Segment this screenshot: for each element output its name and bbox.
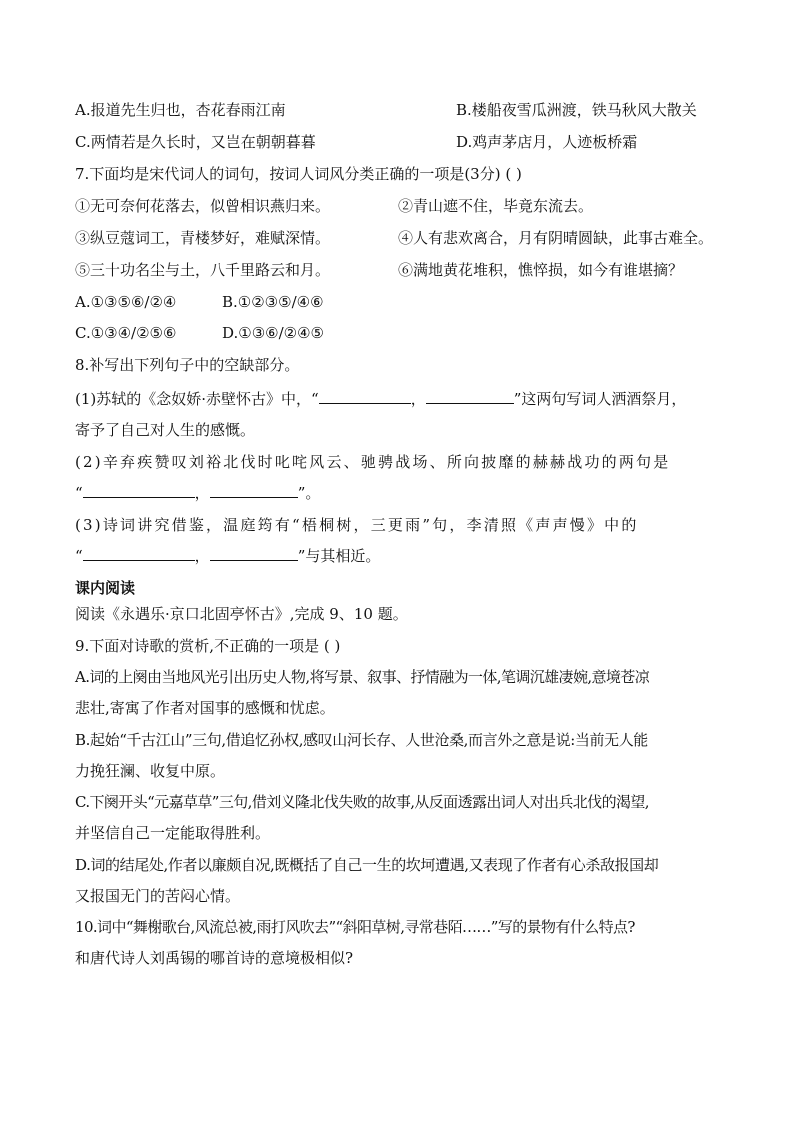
- q8-part-1-sep: ，: [410, 390, 426, 408]
- q7-option-c: C.①③④/②⑤⑥: [75, 324, 177, 342]
- q6-option-d: D.鸡声茅店月，人迹板桥霜: [456, 133, 638, 151]
- q9-option-b-cont: 力挽狂澜、收复中原。: [75, 762, 226, 780]
- q9-option-c: C.下阕开头“元嘉草草”三句,借刘义隆北伐失败的故事,从反面透露出词人对出兵北伐的渴望,: [75, 793, 649, 811]
- answer-blank[interactable]: [83, 483, 195, 498]
- q6-option-a: A.报道先生归也，杏花春雨江南: [75, 101, 286, 119]
- q7-option-b: B.①②③⑤/④⑥: [222, 293, 324, 311]
- q8-part-2: (2)辛弃疾赞叹刘裕北伐时叱咤风云、驰骋战场、所向披靡的赫赫战功的两句是: [75, 453, 671, 471]
- q6-option-b: B.楼船夜雪瓜洲渡，铁马秋风大散关: [456, 101, 697, 119]
- q9-option-c-cont: 并坚信自己一定能取得胜利。: [75, 824, 271, 842]
- q8-part-3-close: ”与其相近。: [297, 547, 381, 565]
- q8-part-2-blanks: [75, 483, 320, 503]
- q9-option-d-cont: 又报国无门的苦闷心情。: [75, 887, 241, 905]
- answer-blank[interactable]: [426, 389, 514, 404]
- q8-part-1-prefix: (1)苏轼的《念奴娇·赤壁怀古》中，“: [75, 390, 319, 408]
- q8-part-2-open: “: [75, 484, 83, 502]
- q7-stem: 7.下面均是宋代词人的词句，按词人词风分类正确的一项是(3分) ( ): [75, 165, 522, 183]
- q8-stem: 8.补写出下列句子中的空缺部分。: [75, 356, 300, 374]
- answer-blank[interactable]: [319, 389, 411, 404]
- q7-item-5: ⑤三十功名尘与土，八千里路云和月。: [75, 261, 331, 279]
- section-title: 课内阅读: [75, 579, 136, 597]
- q7-option-a: A.①③⑤⑥/②④: [75, 293, 177, 311]
- q8-part-2-sep: ，: [194, 484, 210, 502]
- q7-item-6: ⑥满地黄花堆积，憔悴损，如今有谁堪摘？: [398, 261, 684, 279]
- q9-stem: 9.下面对诗歌的赏析,不正确的一项是 ( ): [75, 637, 341, 655]
- q8-part-3-open: “: [75, 547, 83, 565]
- answer-blank[interactable]: [210, 483, 298, 498]
- q8-part-3-sep: ，: [194, 547, 210, 565]
- q7-item-2: ②青山遮不住，毕竟东流去。: [398, 197, 594, 215]
- q9-option-d: D.词的结尾处,作者以廉颇自况,既概括了自己一生的坎坷遭遇,又表现了作者有心杀敌报国却: [75, 856, 659, 874]
- section-instruction: 阅读《永遇乐·京口北固亭怀古》,完成 9、10 题。: [75, 605, 408, 623]
- q8-part-1: [75, 389, 686, 409]
- q8-part-3: (3)诗词讲究借鉴，温庭筠有“梧桐树，三更雨”句，李清照《声声慢》中的: [75, 516, 639, 534]
- q9-option-a-cont: 悲壮,寄寓了作者对国事的感慨和忧虑。: [75, 699, 335, 717]
- q9-option-a: A.词的上阕由当地风光引出历史人物,将写景、叙事、抒情融为一体,笔调沉雄凄婉,意境苍凉: [75, 668, 650, 686]
- q8-part-3-blanks: [75, 546, 380, 566]
- q6-option-c: C.两情若是久长时，又岂在朝朝暮暮: [75, 133, 316, 151]
- q7-option-d: D.①③⑥/②④⑤: [222, 324, 324, 342]
- answer-blank[interactable]: [83, 546, 195, 561]
- q9-option-b: B.起始“千古江山”三句,借追忆孙权,感叹山河长存、人世沧桑,而言外之意是说:当前无人能: [75, 731, 648, 749]
- q10-stem: 10.词中“舞榭歌台,风流总被,雨打风吹去”“斜阳草树,寻常巷陌……”写的景物有什么特点?: [75, 918, 635, 936]
- q10-stem-cont: 和唐代诗人刘禹锡的哪首诗的意境极相似?: [75, 949, 354, 967]
- answer-blank[interactable]: [210, 546, 298, 561]
- q7-item-4: ④人有悲欢离合，月有阴晴圆缺，此事古难全。: [398, 229, 714, 247]
- q8-part-1-cont: 寄予了自己对人生的感慨。: [75, 421, 256, 439]
- q7-item-1: ①无可奈何花落去，似曾相识燕归来。: [75, 197, 331, 215]
- q8-part-2-close: ”。: [297, 484, 321, 502]
- q8-part-1-suffix: ”这两句写词人洒酒祭月，: [513, 390, 687, 408]
- q7-item-3: ③纵豆蔻词工，青楼梦好，难赋深情。: [75, 229, 331, 247]
